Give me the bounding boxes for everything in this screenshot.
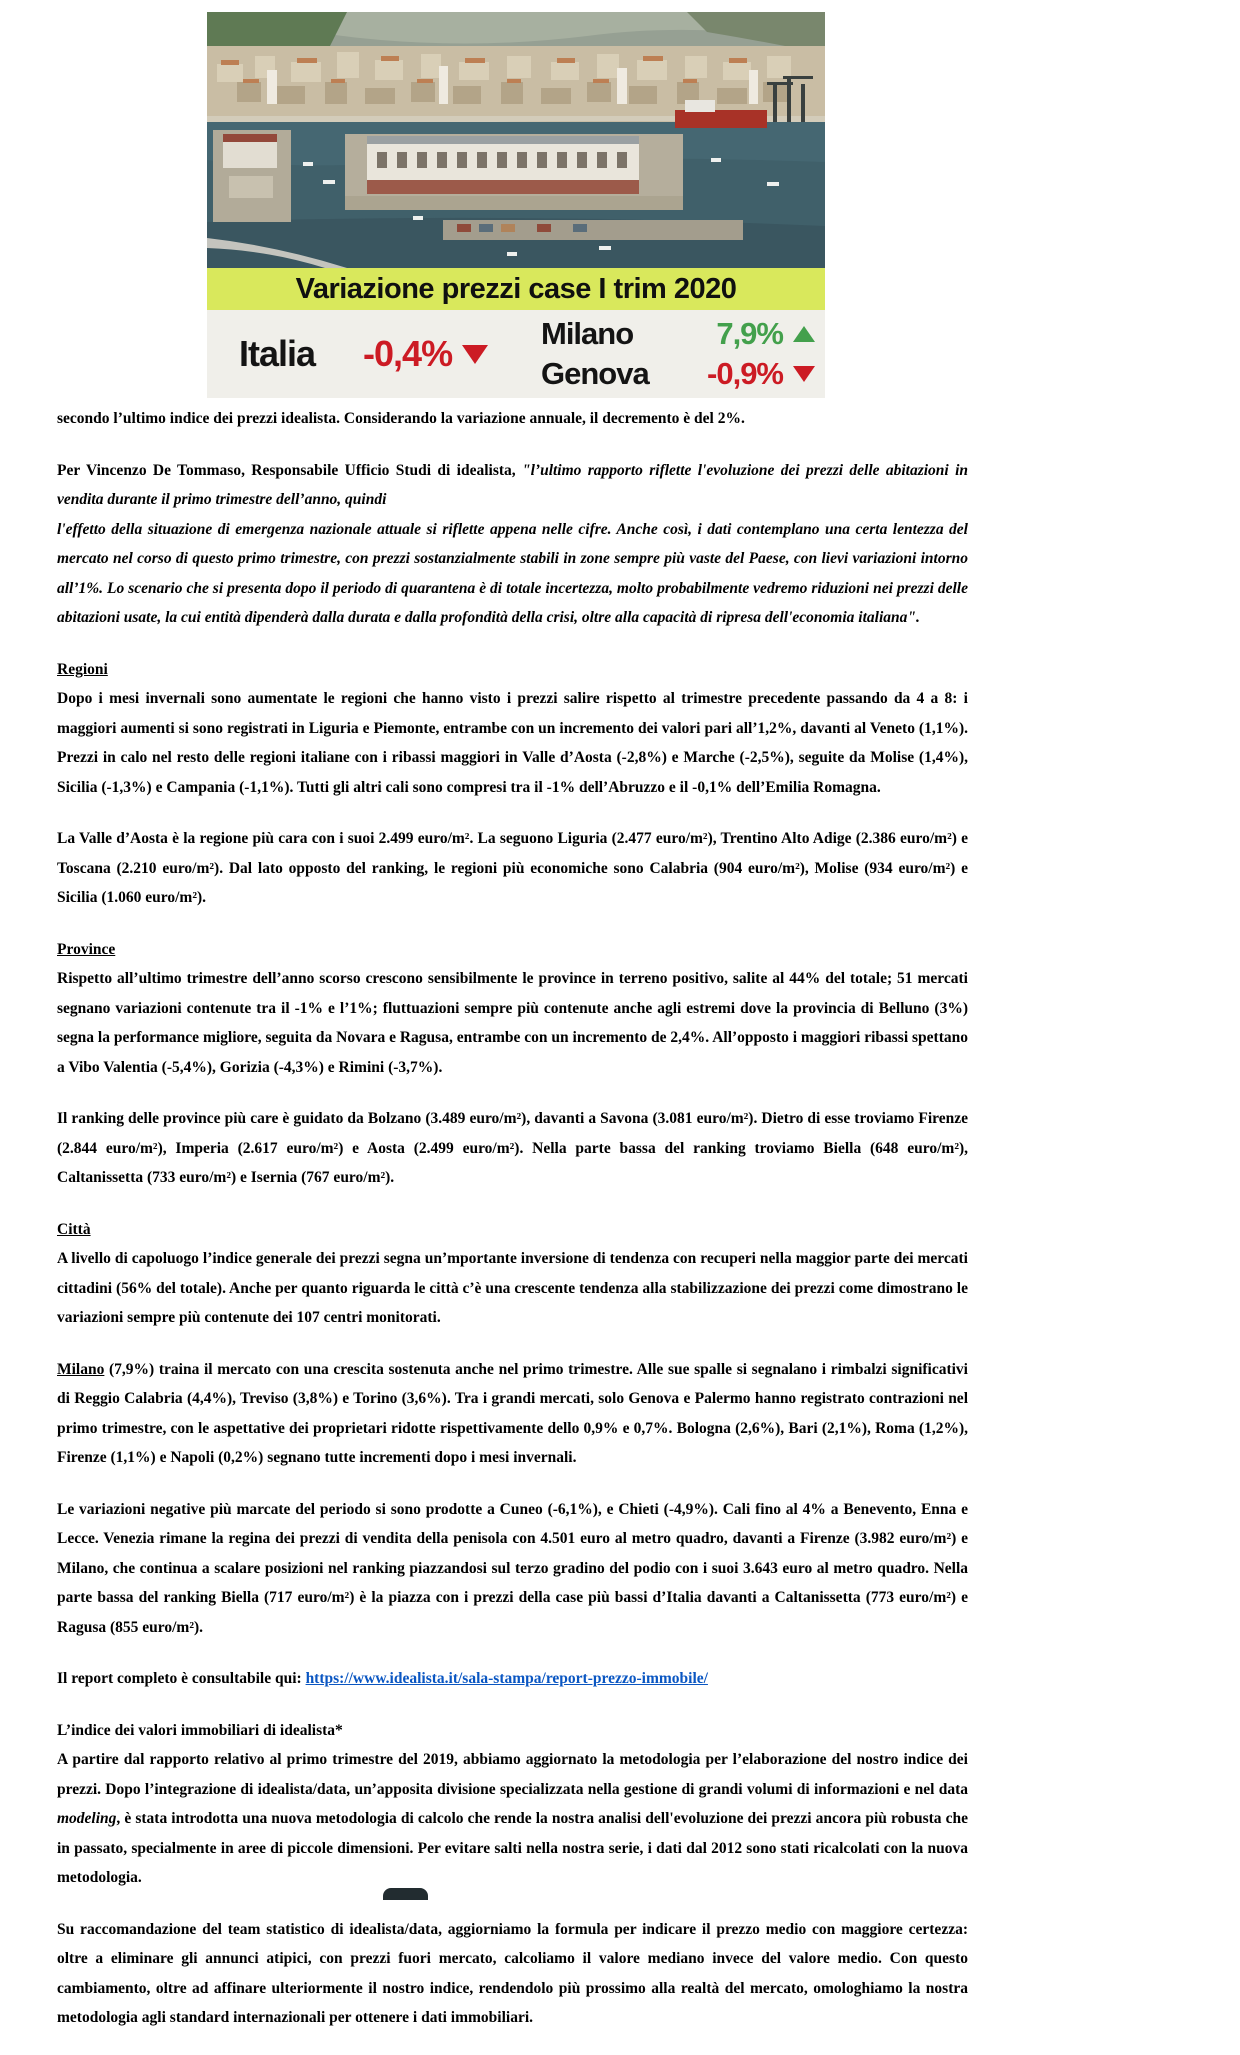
regioni-paragraph-1: Dopo i mesi invernali sono aumentate le regioni che hanno visto i prezzi salire rispetto al trimestre precedente passando da 4 a 8: i maggiori aumenti si sono registrati in Liguria e Piemonte, entrambe con un incremento dei valori pari all’1,2%, davanti al Veneto (1,1%). Prezzi in calo nel resto delle regioni italiane con i ribassi maggiori in Valle d’Aosta (-2,8%) e Marche (-2,5%), seguite da Molise (1,4%), Sicilia (-1,3%) e Campania (-1,1%). Tutti gli altri cali sono compresi tra il -1% dell’Abruzzo e il -0,1% dell’Emilia Romagna. xyxy=(57,690,968,796)
index-methodology-paragraph xyxy=(57,1745,968,1893)
genova-value: -0,9% xyxy=(707,356,783,391)
next-image-partial xyxy=(383,1888,428,1900)
infographic-title: Variazione prezzi case I trim 2020 xyxy=(207,268,825,310)
team-statistic-paragraph: Su raccomandazione del team statistico di idealista/data, aggiorniamo la formula per indicare il prezzo medio con maggiore certezza: oltre a eliminare gli annunci atipici, con prezzi fuori mercato, calcoliamo il valore mediano invece del valore medio. Con questo cambiamento, oltre ad affinare ulteriormente il nostro indice, rendendolo più prossimo alla realtà del mercato, omologhiamo la nostra metodologia agli standard internazionali per ottenere i dati immobiliari. xyxy=(57,1920,968,2026)
milano-paragraph-text: (7,9%) traina il mercato con una crescita sostenuta anche nel primo trimestre. Alle sue spalle si segnalano i rimbalzi significativi di Reggio Calabria (4,4%), Treviso (3,8%) e Torino (3,6%). Tra i grandi mercati, solo Genova e Palermo hanno registrato contrazioni nel primo trimestre, con le aspettative dei proprietari ridotte rispettivamente dello 0,9% e 0,7%. Bologna (2,6%), Bari (2,1%), Roma (1,2%), Firenze (1,1%) e Napoli (0,2%) segnano tutte incrementi dopo i mesi invernali. xyxy=(57,1360,968,1466)
province-paragraph-1: Rispetto all’ultimo trimestre dell’anno scorso crescono sensibilmente le province in terreno positivo, salite al 44% del totale; 51 mercati segnano variazioni contenute tra il -1% e l’1%; fluttuazioni sempre più contenute anche agli estremi dove la provincia di Belluno (3%) segna la performance migliore, seguita da Novara e Ragusa, entrambe con un incremento de 2,4%. All’opposto i maggiori ribassi spettano a Vibo Valentia (-5,4%), Gorizia (-4,3%) e Rimini (-3,7%). xyxy=(57,970,968,1076)
report-link-paragraph xyxy=(57,1664,968,1694)
italia-value: -0,4% xyxy=(363,333,453,374)
price-stats-strip xyxy=(207,310,825,398)
genova-harbor-photo xyxy=(207,12,825,268)
citta-paragraph: A livello di capoluogo l’indice generale dei prezzi segna un’mportante inversione di tendenza con recuperi nella maggior parte dei mercati cittadini (56% del totale). Anche per quanto riguarda le città c’è una crescente tendenza alla stabilizzazione dei prezzi come dimostrano le variazioni sempre più contenute dei 107 centri monitorati. xyxy=(57,1250,968,1326)
quote-part1: "l’ultimo rapporto riflette l'evoluzione dei prezzi delle abitazioni in vendita durante il primo trimestre dell’anno, quindi xyxy=(57,461,968,508)
stat-milano xyxy=(541,314,815,354)
trend-up-icon xyxy=(793,326,815,342)
trend-down-icon xyxy=(462,345,488,364)
section-heading-province: Province xyxy=(57,940,116,958)
regioni-paragraph-2: La Valle d’Aosta è la regione più cara con i suoi 2.499 euro/m². La seguono Liguria (2.477 euro/m²), Trentino Alto Adige (2.386 euro/m²) e Toscana (2.210 euro/m²). Dal lato opposto del ranking, le regioni più economiche sono Calabria (904 euro/m²), Molise (934 euro/m²) e Sicilia (1.060 euro/m²). xyxy=(57,830,968,906)
italia-label: Italia xyxy=(239,333,316,374)
negative-variations-paragraph: Le variazioni negative più marcate del periodo si sono prodotte a Cuneo (-6,1%), e Chieti (-4,9%). Cali fino al 4% a Benevento, Enna e Lecce. Venezia rimane la regina dei prezzi di vendita della penisola con 4.501 euro al metro quadro, davanti a Firenze (3.982 euro/m²) e Milano, che continua a scalare posizioni nel ranking piazzandosi sul terzo gradino del podio con i suoi 3.643 euro al metro quadro. Nella parte bassa del ranking Biella (717 euro/m²) è la piazza con i prezzi della case più bassi d’Italia davanti a Caltanissetta (773 euro/m²) e Ragusa (855 euro/m²). xyxy=(57,1500,968,1636)
quote-lead: Per Vincenzo De Tommaso, Responsabile Ufficio Studi di idealista, xyxy=(57,461,522,479)
section-heading-regioni: Regioni xyxy=(57,660,108,678)
milano-paragraph xyxy=(57,1355,968,1473)
province-paragraph-2: Il ranking delle province più care è guidato da Bolzano (3.489 euro/m²), davanti a Savona (3.081 euro/m²). Dietro di esse troviamo Firenze (2.844 euro/m²), Imperia (2.617 euro/m²) e Aosta (2.499 euro/m²). Nella parte bassa del ranking troviamo Biella (648 euro/m²), Caltanissetta (733 euro/m²) e Isernia (767 euro/m²). xyxy=(57,1110,968,1186)
quote-part2: l'effetto della situazione di emergenza nazionale attuale si riflette appena nelle cifre. Anche così, i dati contemplano una certa lentezza del mercato nel corso di questo primo trimestre, con prezzi sostanzialmente stabili in zone sempre più vaste del Paese, con lievi variazioni intorno all’1%. Lo scenario che si presenta dopo il periodo di quarantena è di totale incertezza, molto probabilmente vedremo riduzioni nei prezzi delle abitazioni usate, la cui entità dipenderà dalla durata e dalla profondità della crisi, oltre alla capacità di ripresa dell'economia italiana". xyxy=(57,520,968,626)
infographic-block xyxy=(207,12,825,398)
section-heading-citta: Città xyxy=(57,1220,91,1238)
index-text-before: A partire dal rapporto relativo al primo trimestre del 2019, abbiamo aggiornato la metodologia per l’elaborazione del nostro indice dei prezzi. Dopo l’integrazione di idealista/data, un’apposita divisione specializzata nella gestione di grandi volumi di informazioni e nel data xyxy=(57,1751,968,1798)
report-link[interactable]: https://www.idealista.it/sala-stampa/report-prezzo-immobile/ xyxy=(305,1670,708,1687)
index-italic-word: modeling xyxy=(57,1810,117,1827)
article-body xyxy=(57,404,968,2055)
trend-down-icon xyxy=(793,366,815,382)
milano-underlined-word: Milano xyxy=(57,1360,105,1378)
milano-label: Milano xyxy=(541,316,634,351)
milano-value: 7,9% xyxy=(716,316,783,351)
intro-paragraph: secondo l’ultimo indice dei prezzi idealista. Considerando la variazione annuale, il decremento è del 2%. xyxy=(57,410,745,427)
stat-genova xyxy=(541,354,815,394)
genova-label: Genova xyxy=(541,356,649,391)
stat-italia xyxy=(239,333,488,375)
quote-paragraph xyxy=(57,456,968,633)
index-text-after: , è stata introdotta una nuova metodologia di calcolo che rende la nostra analisi dell'evoluzione dei prezzi ancora più robusta che in passato, specialmente in aree di piccole dimensioni. Per evitare salti nella nostra serie, i dati dal 2012 sono stati ricalcolati con la nuova metodologia. xyxy=(57,1810,968,1886)
index-heading: L’indice dei valori immobiliari di idealista* xyxy=(57,1721,343,1739)
genova-harbor-illustration xyxy=(207,12,825,268)
city-stats xyxy=(541,314,815,394)
report-link-label: Il report completo è consultabile qui: xyxy=(57,1670,306,1687)
